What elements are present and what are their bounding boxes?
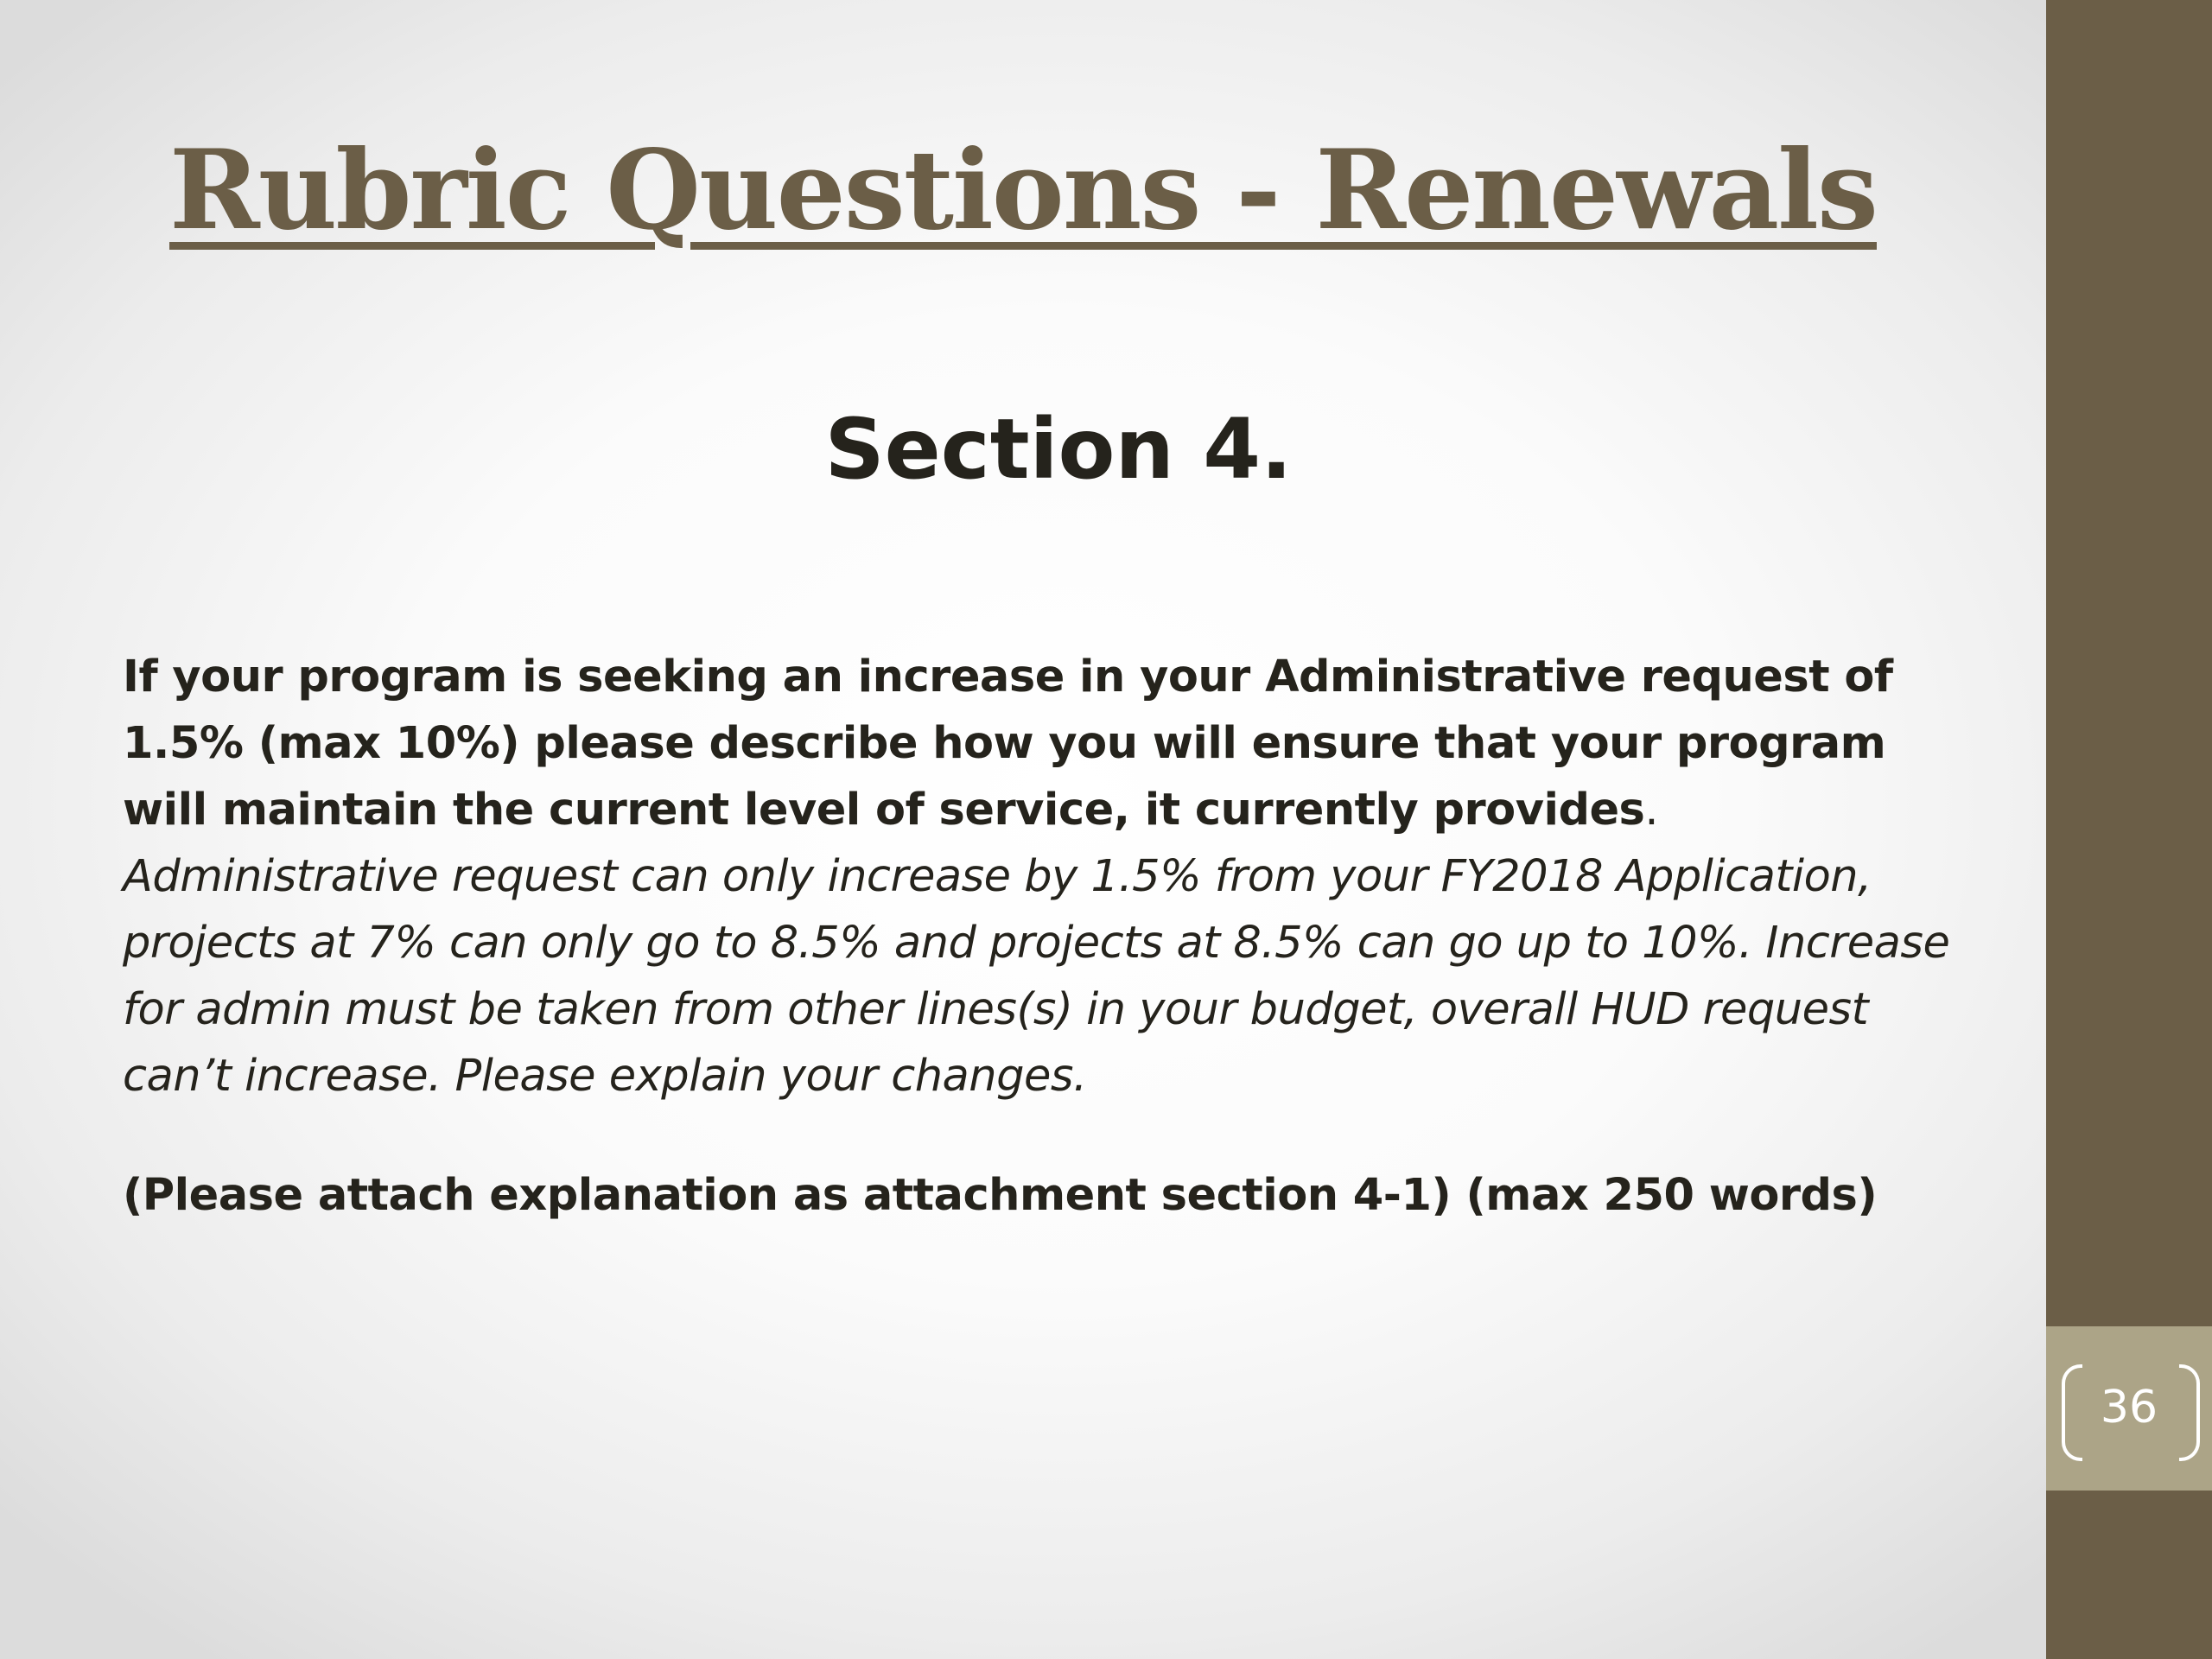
page-number: 36 bbox=[2100, 1382, 2158, 1433]
sidebar-accent-bar bbox=[2046, 0, 2212, 1659]
question-text bbox=[123, 644, 1980, 1109]
question-italic-text: Administrative request can only increase by 1.5% from your FY2018 Application, projects at 7% can only go to 8.5% and projects at 8.5% can go up to 10%. Increase for admin must be taken from other lines(s) in your budget, overall HUD request can’t increase. Please explain your changes. bbox=[123, 851, 1950, 1102]
section-heading: Section 4. bbox=[824, 401, 1293, 498]
question-period: . bbox=[1644, 785, 1659, 836]
question-bold-text: If your program is seeking an increase in your Administrative request of 1.5% (max 10%) please describe how you will ensure that your program will maintain the current level of service, it currently provides bbox=[123, 652, 1893, 836]
attachment-note: (Please attach explanation as attachment section 4-1) (max 250 words) bbox=[123, 1170, 1878, 1221]
page-number-tab bbox=[2046, 1326, 2212, 1491]
slide-title: Rubric Questions - Renewals bbox=[169, 126, 1877, 254]
right-bracket-icon bbox=[2179, 1364, 2200, 1461]
